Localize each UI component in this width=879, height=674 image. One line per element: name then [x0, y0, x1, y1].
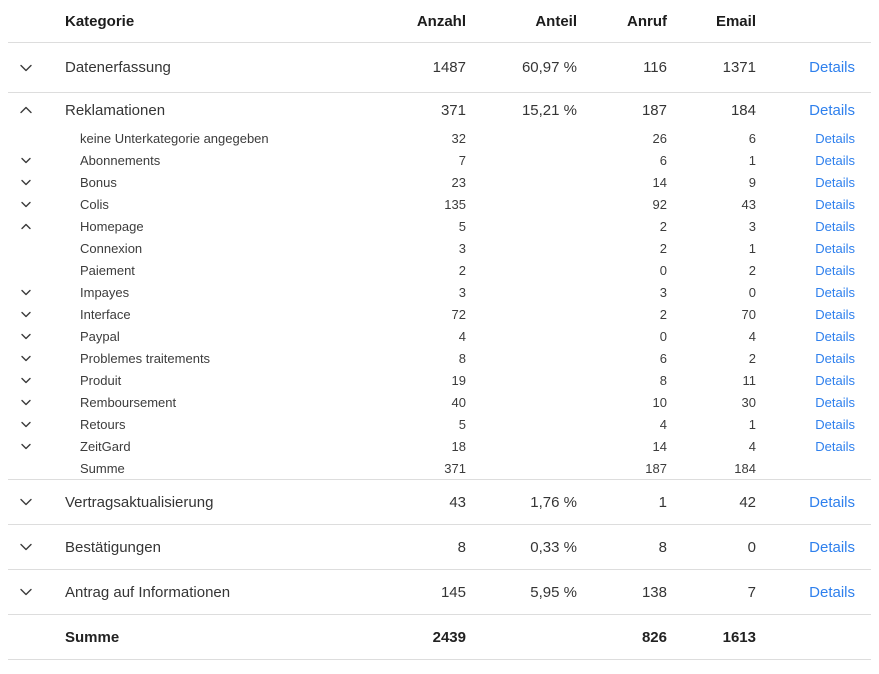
category-label: keine Unterkategorie angegeben — [80, 130, 269, 146]
anruf-value: 0 — [659, 262, 667, 278]
category-label: Antrag auf Informationen — [65, 583, 231, 601]
anzahl-value: 5 — [458, 416, 466, 432]
table-row — [8, 281, 871, 303]
anruf-value: 826 — [641, 628, 667, 646]
email-value: 43 — [741, 196, 756, 212]
table-row — [8, 171, 871, 193]
expand-collapse-button[interactable] — [19, 221, 33, 232]
anruf-value: 6 — [659, 152, 667, 168]
email-value: 184 — [730, 101, 756, 119]
category-label: Remboursement — [80, 394, 177, 410]
category-label: Interface — [80, 306, 131, 322]
details-cell — [756, 637, 871, 638]
email-value: 0 — [747, 538, 756, 556]
details-cell — [756, 395, 871, 410]
anzahl-value: 7 — [458, 152, 466, 168]
details-link[interactable]: Details — [815, 218, 855, 234]
table-row — [8, 43, 871, 93]
category-label: Summe — [80, 460, 125, 476]
anruf-value: 14 — [652, 438, 667, 454]
anzahl-value: 1487 — [432, 59, 466, 76]
anruf-value: 138 — [641, 583, 667, 601]
chevron-cell — [8, 586, 44, 598]
details-cell — [756, 539, 871, 556]
chevron-down-icon — [21, 399, 31, 406]
category-label: Bonus — [80, 174, 117, 190]
chevron-down-icon — [21, 179, 31, 186]
expand-collapse-button[interactable] — [19, 199, 33, 210]
details-cell — [756, 351, 871, 366]
category-label: Datenerfassung — [65, 59, 171, 76]
details-link[interactable]: Details — [815, 152, 855, 168]
table-row — [8, 413, 871, 435]
expand-collapse-button[interactable] — [19, 441, 33, 452]
details-cell — [756, 197, 871, 212]
table-row — [8, 525, 871, 570]
anzahl-value: 2439 — [432, 628, 466, 646]
table-row — [8, 193, 871, 215]
category-label: Connexion — [80, 240, 143, 256]
email-value: 6 — [748, 130, 756, 146]
chevron-down-icon — [21, 311, 31, 318]
anteil-value — [466, 182, 577, 183]
anruf-value: 10 — [652, 394, 667, 410]
chevron-up-icon — [20, 106, 32, 114]
table-row — [8, 325, 871, 347]
chevron-cell — [8, 419, 44, 430]
anzahl-value: 19 — [451, 372, 466, 388]
chevron-cell — [8, 248, 44, 249]
anteil-value — [466, 138, 577, 139]
anzahl-value: 371 — [444, 460, 466, 476]
anteil-value — [466, 380, 577, 381]
chevron-cell — [8, 441, 44, 452]
table-row — [8, 615, 871, 660]
anteil-value — [466, 314, 577, 315]
anzahl-value: 40 — [451, 394, 466, 410]
table-row — [8, 457, 871, 480]
details-link[interactable]: Details — [815, 262, 855, 278]
details-link[interactable]: Details — [809, 583, 855, 601]
expand-collapse-button[interactable] — [18, 586, 34, 598]
anruf-value: 1 — [658, 493, 667, 511]
anruf-value: 3 — [659, 284, 667, 300]
anzahl-value: 8 — [458, 350, 466, 366]
table-row — [8, 570, 871, 615]
header-details-spacer — [756, 21, 871, 22]
chevron-down-icon — [20, 498, 32, 506]
email-value: 70 — [741, 306, 756, 322]
table-row — [8, 237, 871, 259]
details-link[interactable]: Details — [815, 416, 855, 432]
table-row — [8, 391, 871, 413]
table-body — [8, 43, 871, 660]
anruf-value: 4 — [659, 416, 667, 432]
chevron-down-icon — [21, 157, 31, 164]
email-value: 42 — [739, 493, 756, 511]
email-value: 9 — [748, 174, 756, 190]
details-cell — [756, 584, 871, 601]
expand-collapse-button[interactable] — [18, 62, 34, 74]
email-value: 4 — [748, 328, 756, 344]
details-link[interactable]: Details — [815, 284, 855, 300]
anruf-value: 0 — [659, 328, 667, 344]
anteil-value — [466, 446, 577, 447]
expand-collapse-button[interactable] — [19, 287, 33, 298]
anruf-value: 2 — [659, 306, 667, 322]
chevron-cell — [8, 104, 44, 116]
anzahl-value: 23 — [451, 174, 466, 190]
chevron-cell — [8, 270, 44, 271]
anzahl-value: 5 — [458, 218, 466, 234]
email-value: 1 — [748, 416, 756, 432]
category-label: Produit — [80, 372, 122, 388]
anteil-value — [466, 270, 577, 271]
anzahl-value: 3 — [458, 284, 466, 300]
email-value: 7 — [747, 583, 756, 601]
chevron-up-icon — [21, 223, 31, 230]
email-value: 3 — [748, 218, 756, 234]
anteil-value: 5,95 % — [530, 583, 577, 601]
anruf-value: 116 — [643, 59, 667, 76]
category-label: Reklamationen — [65, 101, 166, 119]
header-email: Email — [715, 12, 756, 30]
details-cell — [756, 373, 871, 388]
details-cell — [756, 153, 871, 168]
details-cell — [756, 417, 871, 432]
details-cell — [756, 307, 871, 322]
email-value: 0 — [748, 284, 756, 300]
chevron-down-icon — [21, 201, 31, 208]
table-row — [8, 149, 871, 171]
details-cell — [756, 102, 871, 119]
chevron-cell — [8, 287, 44, 298]
details-link[interactable]: Details — [815, 372, 855, 388]
anteil-value — [466, 160, 577, 161]
anteil-value: 15,21 % — [521, 101, 577, 119]
anzahl-value: 371 — [440, 101, 466, 119]
details-link[interactable]: Details — [815, 328, 855, 344]
details-cell — [756, 131, 871, 146]
details-cell — [756, 468, 871, 469]
header-anzahl: Anzahl — [416, 12, 466, 30]
anteil-value — [466, 637, 577, 638]
category-label: Bestätigungen — [65, 538, 161, 556]
chevron-down-icon — [21, 377, 31, 384]
chevron-cell — [8, 138, 44, 139]
email-value: 11 — [742, 372, 756, 388]
table-row — [8, 93, 871, 127]
category-label: Homepage — [80, 218, 144, 234]
details-link[interactable]: Details — [815, 240, 855, 256]
expand-collapse-button[interactable] — [19, 419, 33, 430]
category-label: Retours — [80, 416, 126, 432]
expand-collapse-button[interactable] — [19, 177, 33, 188]
details-cell — [756, 263, 871, 278]
chevron-down-icon — [21, 421, 31, 428]
category-label: Impayes — [80, 284, 130, 300]
chevron-down-icon — [20, 543, 32, 551]
anteil-value — [466, 468, 577, 469]
header-kategorie: Kategorie — [65, 12, 135, 30]
email-value: 1 — [748, 152, 756, 168]
table-row — [8, 127, 871, 149]
details-cell — [756, 175, 871, 190]
category-report-table — [8, 0, 871, 660]
details-link[interactable]: Details — [809, 493, 855, 511]
chevron-cell — [8, 62, 44, 74]
anruf-value: 2 — [659, 218, 667, 234]
chevron-cell — [8, 309, 44, 320]
details-cell — [756, 439, 871, 454]
anzahl-value: 2 — [458, 262, 466, 278]
expand-collapse-button[interactable] — [18, 496, 34, 508]
details-link[interactable]: Details — [815, 174, 855, 190]
details-cell — [756, 241, 871, 256]
category-label: Abonnements — [80, 152, 161, 168]
chevron-down-icon — [21, 289, 31, 296]
details-link[interactable]: Details — [815, 438, 855, 454]
details-link[interactable]: Details — [809, 101, 855, 119]
anruf-value: 8 — [658, 538, 667, 556]
expand-collapse-button[interactable] — [19, 155, 33, 166]
table-row — [8, 347, 871, 369]
anteil-value — [466, 336, 577, 337]
expand-collapse-button[interactable] — [19, 309, 33, 320]
anruf-value: 14 — [652, 174, 667, 190]
email-value: 1613 — [722, 628, 756, 646]
anruf-value: 26 — [652, 130, 667, 146]
header-anruf: Anruf — [627, 12, 667, 30]
anzahl-value: 32 — [451, 130, 466, 146]
chevron-cell — [8, 541, 44, 553]
table-row — [8, 480, 871, 525]
anzahl-value: 135 — [444, 196, 466, 212]
expand-collapse-button[interactable] — [19, 353, 33, 364]
category-label: Paiement — [80, 262, 135, 278]
details-link[interactable]: Details — [815, 130, 855, 146]
expand-collapse-button[interactable] — [18, 541, 34, 553]
table-row — [8, 259, 871, 281]
expand-collapse-button[interactable] — [19, 331, 33, 342]
email-value: 2 — [748, 262, 756, 278]
anteil-value — [466, 248, 577, 249]
table-row — [8, 369, 871, 391]
anzahl-value: 145 — [440, 583, 466, 601]
table-header-row — [8, 0, 871, 43]
details-cell — [756, 494, 871, 511]
email-value: 4 — [748, 438, 756, 454]
details-link[interactable]: Details — [815, 350, 855, 366]
anruf-value: 2 — [659, 240, 667, 256]
chevron-down-icon — [21, 333, 31, 340]
expand-collapse-button[interactable] — [19, 397, 33, 408]
chevron-down-icon — [21, 355, 31, 362]
chevron-cell — [8, 496, 44, 508]
anruf-value: 187 — [641, 101, 667, 119]
chevron-cell — [8, 155, 44, 166]
table-row — [8, 303, 871, 325]
anzahl-value: 43 — [449, 493, 466, 511]
anteil-value: 1,76 % — [530, 493, 577, 511]
email-value: 30 — [741, 394, 756, 410]
email-value: 184 — [734, 460, 756, 476]
category-label: ZeitGard — [80, 438, 131, 454]
details-link[interactable]: Details — [809, 538, 855, 556]
chevron-down-icon — [20, 588, 32, 596]
table-row — [8, 435, 871, 457]
anzahl-value: 4 — [458, 328, 466, 344]
details-link[interactable]: Details — [815, 394, 855, 410]
details-link[interactable]: Details — [815, 306, 855, 322]
details-cell — [756, 59, 871, 76]
category-label: Vertragsaktualisierung — [65, 493, 214, 511]
chevron-cell — [8, 353, 44, 364]
header-chevron-spacer — [8, 21, 44, 22]
anteil-value: 60,97 % — [521, 59, 577, 76]
anruf-value: 187 — [645, 460, 667, 476]
category-label: Summe — [65, 628, 120, 646]
expand-collapse-button[interactable] — [18, 104, 34, 116]
anteil-value — [466, 204, 577, 205]
anzahl-value: 72 — [451, 306, 466, 322]
email-value: 1371 — [722, 59, 756, 76]
email-value: 1 — [748, 240, 756, 256]
chevron-cell — [8, 397, 44, 408]
details-link[interactable]: Details — [815, 196, 855, 212]
chevron-cell — [8, 637, 44, 638]
anteil-value — [466, 358, 577, 359]
chevron-cell — [8, 199, 44, 210]
expand-collapse-button[interactable] — [19, 375, 33, 386]
chevron-down-icon — [21, 443, 31, 450]
anruf-value: 6 — [659, 350, 667, 366]
anzahl-value: 8 — [457, 538, 466, 556]
anteil-value — [466, 292, 577, 293]
details-cell — [756, 285, 871, 300]
header-anteil: Anteil — [535, 12, 577, 30]
email-value: 2 — [748, 350, 756, 366]
category-label: Paypal — [80, 328, 120, 344]
anzahl-value: 18 — [451, 438, 466, 454]
chevron-cell — [8, 468, 44, 469]
anteil-value — [466, 226, 577, 227]
category-label: Colis — [80, 196, 109, 212]
chevron-cell — [8, 177, 44, 188]
category-label: Problemes traitements — [80, 350, 211, 366]
chevron-cell — [8, 331, 44, 342]
anruf-value: 8 — [659, 372, 667, 388]
chevron-cell — [8, 375, 44, 386]
anruf-value: 92 — [652, 196, 667, 212]
anteil-value — [466, 424, 577, 425]
anzahl-value: 3 — [458, 240, 466, 256]
details-cell — [756, 219, 871, 234]
chevron-down-icon — [20, 64, 32, 72]
details-cell — [756, 329, 871, 344]
anteil-value — [466, 402, 577, 403]
anteil-value: 0,33 % — [530, 538, 577, 556]
chevron-cell — [8, 221, 44, 232]
details-link[interactable]: Details — [809, 59, 855, 76]
table-row — [8, 215, 871, 237]
